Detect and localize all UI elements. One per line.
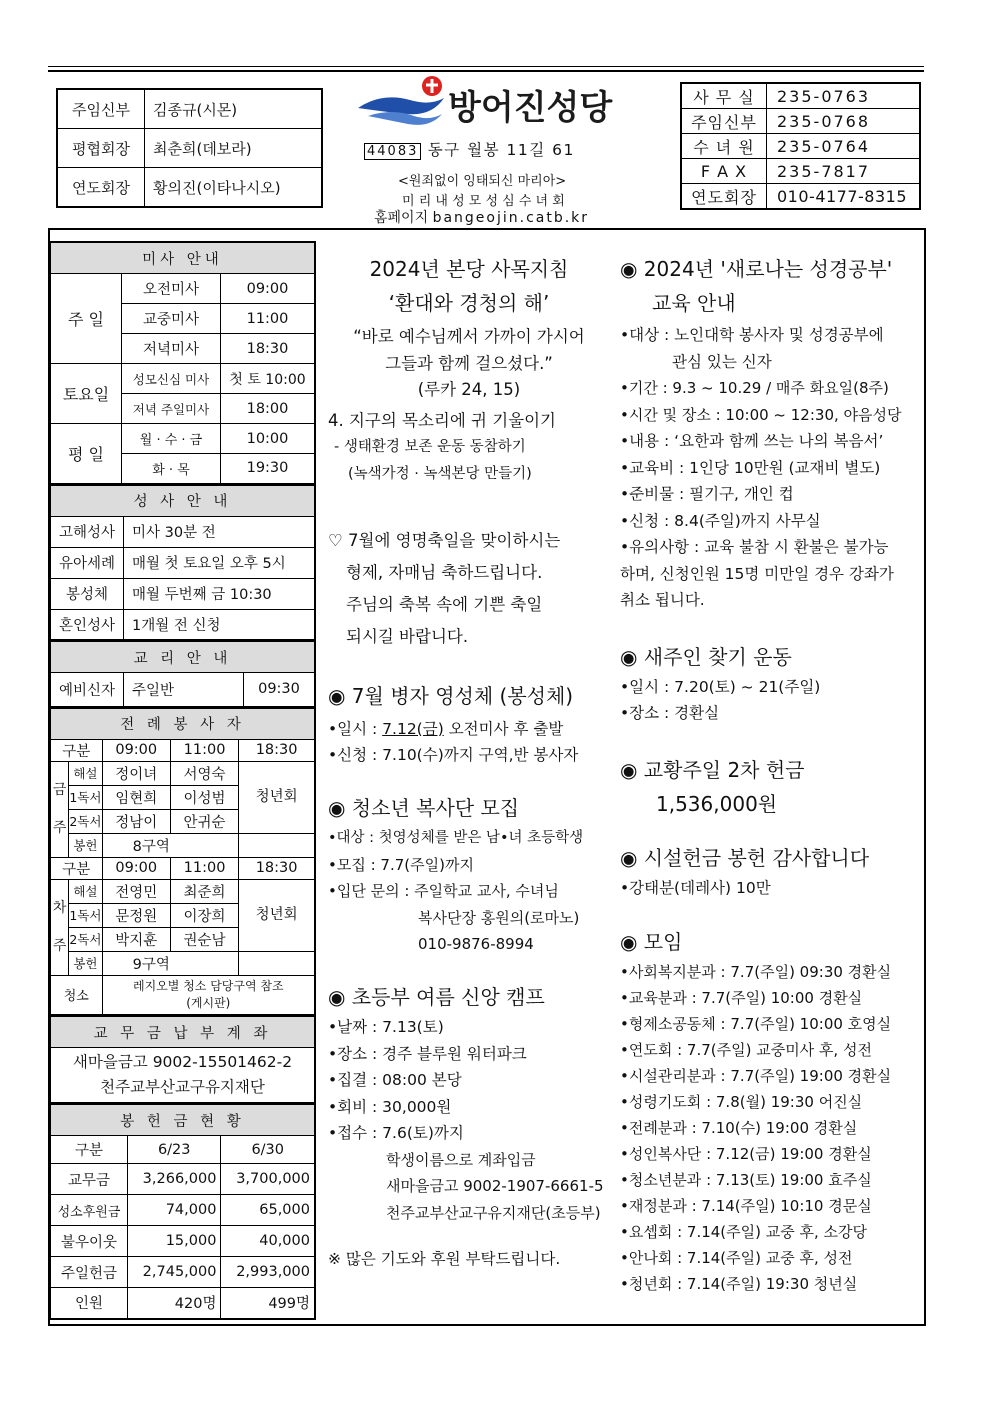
offering-value: 420명	[128, 1288, 221, 1319]
doctrine-title: 교 리 안 내	[51, 642, 316, 673]
meeting-item: •청년회 : 7.14(주일) 19:30 청년실	[620, 1275, 858, 1293]
mass-title: 미사 안내	[51, 242, 316, 274]
server-name: 이장희	[170, 903, 238, 927]
staff-table	[56, 88, 323, 208]
staff-name: 김종규(시몬)	[145, 89, 323, 129]
pastoral-subitem: (녹색가정 · 녹색본당 만들기)	[348, 465, 532, 482]
staff-name: 최춘희(데보라)	[145, 129, 323, 168]
role-label: 해설	[69, 761, 102, 785]
staff-role: 평협회장	[57, 129, 145, 168]
phone-number: 235-0768	[767, 109, 921, 134]
meeting-item: •요셉회 : 7.14(주일) 교중 후, 소강당	[620, 1223, 868, 1241]
offering-head: 6/23	[128, 1136, 221, 1164]
this-week-label: 금주	[51, 761, 69, 857]
altar-info: •모집 : 7.7(주일)까지	[328, 855, 474, 874]
offer-zone: 9구역	[102, 951, 239, 975]
mass-time: 19:30	[221, 454, 316, 484]
server-name: 전영민	[102, 879, 170, 903]
server-name: 박지훈	[102, 927, 170, 951]
doctrine-key: 예비신자	[51, 673, 124, 707]
offering-key: 교무금	[51, 1164, 128, 1195]
verse-line: 그들과 함께 걸으셨다.”	[385, 353, 553, 373]
pastoral-theme: ‘환대와 경청의 해’	[388, 291, 550, 315]
doctrine-table	[50, 641, 316, 708]
altar-info: •대상 : 첫영성체를 받은 남•녀 초등학생	[328, 830, 584, 846]
meeting-item: •청소년분과 : 7.13(토) 19:00 효주실	[620, 1171, 872, 1189]
server-name: 서영숙	[170, 761, 238, 785]
clean-value	[102, 975, 315, 1015]
offering-value: 499명	[221, 1288, 315, 1319]
phone-number: 235-7817	[767, 159, 921, 184]
feast-line: 형제, 자매님 축하드립니다.	[346, 563, 543, 582]
camp-title: ◉ 초등부 여름 신앙 캠프	[328, 984, 545, 1009]
mass-time: 11:00	[221, 304, 316, 334]
sacrament-key: 고해성사	[51, 516, 124, 547]
camp-info: •접수 : 7.6(토)까지	[328, 1124, 464, 1142]
bible-title: 교육 안내	[652, 291, 736, 315]
pastoral-title: 2024년 본당 사목지침	[369, 257, 569, 281]
clean-value-line: 레지오별 청소 담당구역 참조	[133, 978, 284, 993]
liturgy-head: 09:00	[102, 739, 170, 761]
mass-time: 18:00	[221, 394, 316, 424]
meeting-item: •재정분과 : 7.14(주일) 10:10 경문실	[620, 1197, 872, 1215]
feast-line: 되시길 바랍니다.	[346, 627, 469, 646]
account-table	[50, 1016, 316, 1104]
meeting-item: •안나회 : 7.14(주일) 교중 후, 성전	[620, 1249, 853, 1267]
offering-value: 74,000	[128, 1195, 221, 1226]
bible-info: •신청 : 8.4(주일)까지 사무실	[620, 511, 821, 530]
sacrament-title: 성 사 안 내	[51, 485, 316, 516]
verse-line: “바로 예수님께서 가까이 가시어	[353, 327, 585, 346]
owner-info: •일시 : 7.20(토) ~ 21(주일)	[620, 677, 821, 696]
mass-time: 첫 토 10:00	[221, 364, 316, 394]
left-column	[50, 241, 316, 1320]
altar-info: 복사단장 홍원의(로마노)	[418, 908, 580, 927]
pope-amount: 1,536,000원	[656, 791, 778, 816]
doctrine-time: 09:30	[244, 673, 316, 707]
sacrament-value: 미사 30분 전	[124, 516, 316, 547]
bible-info: 관심 있는 신자	[672, 352, 772, 371]
role-label: 1독서	[69, 785, 102, 809]
weekday-label: 평 일	[51, 424, 122, 484]
church-name: 방어진성당	[448, 88, 613, 128]
sacrament-key: 유아세례	[51, 547, 124, 578]
liturgy-head: 18:30	[239, 857, 315, 879]
owner-title: ◉ 새주인 찾기 운동	[620, 644, 792, 669]
mass-name: 월 · 수 · 금	[122, 424, 221, 454]
feast-line: 주님의 축복 속에 기쁜 축일	[346, 595, 543, 614]
homepage-url[interactable]: bangeojin.catb.kr	[432, 210, 590, 226]
pastoral-item: 4. 지구의 목소리에 귀 기울이기	[328, 410, 556, 430]
offering-head: 6/30	[221, 1136, 315, 1164]
account-info	[51, 1048, 316, 1104]
meeting-item: •형제소공동체 : 7.7(주일) 10:00 호영실	[620, 1015, 892, 1033]
account-title: 교 무 금 납 부 계 좌	[51, 1017, 316, 1048]
offering-key: 불우이웃	[51, 1226, 128, 1257]
liturgy-head: 11:00	[170, 739, 238, 761]
offering-value: 3,266,000	[128, 1164, 221, 1195]
sacrament-value: 매월 두번째 금 10:30	[124, 578, 316, 609]
offering-head: 구분	[51, 1136, 128, 1164]
sacrament-key: 봉성체	[51, 578, 124, 609]
sick-date-rest: 오전미사 후 출발	[443, 719, 564, 738]
mass-name: 교중미사	[122, 304, 221, 334]
clean-value-line: (게시판)	[186, 995, 231, 1010]
convent-name: 미 리 내 성 모 성 심 수 녀 회	[402, 194, 565, 209]
mass-time: 18:30	[221, 334, 316, 364]
camp-info: 학생이름으로 계좌입금	[386, 1150, 536, 1169]
mass-name: 오전미사	[122, 274, 221, 304]
mass-time: 09:00	[221, 274, 316, 304]
owner-info: •장소 : 경환실	[620, 704, 720, 722]
sacrament-key: 혼인성사	[51, 609, 124, 640]
bible-info: 하며, 신청인원 15명 미만일 경우 강좌가	[620, 564, 894, 583]
offering-table	[50, 1104, 316, 1320]
server-name: 최준희	[170, 879, 238, 903]
offering-value: 15,000	[128, 1226, 221, 1257]
server-name: 안귀순	[170, 809, 238, 833]
altar-info: •입단 문의 : 주일학교 교사, 수녀님	[328, 882, 559, 900]
staff-role: 주임신부	[57, 89, 145, 129]
clean-label: 청소	[51, 975, 103, 1015]
meeting-item: •사회복지분과 : 7.7(주일) 09:30 경환실	[620, 963, 892, 981]
pastoral-subitem: - 생태환경 보존 운동 동참하기	[334, 439, 526, 455]
offering-value: 65,000	[221, 1195, 315, 1226]
account-holder: 천주교부산교구유지재단	[100, 1078, 265, 1096]
church-motto: <원죄없이 잉태되신 마리아>	[398, 174, 567, 189]
offering-value: 2,993,000	[221, 1257, 315, 1288]
top-rule-thick	[48, 70, 924, 72]
altar-title: ◉ 청소년 복사단 모집	[328, 795, 520, 820]
mass-name: 화 · 목	[122, 454, 221, 484]
sick-date-label: •일시 :	[328, 719, 383, 738]
offering-key: 인원	[51, 1288, 128, 1319]
sick-apply: •신청 : 7.10(수)까지 구역,반 봉사자	[328, 746, 579, 764]
facility-item: •강태분(데레사) 10만	[620, 878, 771, 897]
role-label: 봉헌	[69, 951, 102, 975]
account-number: 새마을금고 9002-15501462-2	[72, 1053, 293, 1071]
address-text: 동구 월봉 11길 61	[427, 141, 575, 159]
right-column	[620, 252, 920, 1297]
next-week-label: 차주	[51, 879, 69, 975]
saturday-label: 토요일	[51, 364, 122, 424]
homepage-label: 홈페이지	[374, 210, 429, 226]
church-address	[364, 138, 575, 160]
phone-label: 연도회장	[681, 184, 767, 210]
feast-line: ♡ 7월에 영명축일을 맞이하시는	[328, 531, 561, 550]
bible-info: •준비물 : 필기구, 개인 컵	[620, 485, 794, 503]
mass-name: 저녁 주일미사	[122, 394, 221, 424]
verse-ref: (루카 24, 15)	[417, 380, 521, 399]
middle-column	[328, 252, 610, 1273]
phone-label: 주임신부	[681, 109, 767, 134]
mass-name: 성모신심 미사	[122, 364, 221, 394]
staff-name: 황의진(이타나시오)	[145, 168, 323, 208]
liturgy-head: 구분	[51, 739, 103, 761]
bible-info: •대상 : 노인대학 봉사자 및 성경공부에	[620, 326, 884, 344]
phone-number: 010-4177-8315	[767, 184, 921, 210]
meeting-item: •연도회 : 7.7(주일) 교중미사 후, 성전	[620, 1041, 872, 1059]
phone-label: 사 무 실	[681, 83, 767, 109]
bible-title: ◉ 2024년 '새로나는 성경공부'	[620, 257, 893, 281]
bible-info: •시간 및 장소 : 10:00 ~ 12:30, 야음성당	[620, 405, 902, 424]
meeting-item: •시설관리분과 : 7.7(주일) 19:00 경환실	[620, 1067, 892, 1085]
camp-info: •장소 : 경주 블루원 워터파크	[328, 1044, 527, 1063]
staff-role: 연도회장	[57, 168, 145, 208]
role-label: 1독서	[69, 903, 102, 927]
youth-label: 청년회	[239, 761, 315, 833]
youth-label: 청년회	[239, 879, 315, 951]
meeting-title: ◉ 모임	[620, 930, 683, 954]
pope-title: ◉ 교황주일 2차 헌금	[620, 757, 805, 782]
sick-date	[328, 716, 610, 743]
server-name: 임현희	[102, 785, 170, 809]
liturgy-head: 09:00	[102, 857, 170, 879]
offering-value: 2,745,000	[128, 1257, 221, 1288]
offering-value: 40,000	[221, 1226, 315, 1257]
phone-number: 235-0763	[767, 83, 921, 109]
camp-info: •집결 : 08:00 본당	[328, 1071, 462, 1089]
mass-table	[50, 241, 316, 485]
offering-value: 3,700,000	[221, 1164, 315, 1195]
doctrine-value: 주일반	[124, 673, 244, 707]
meeting-item: •성령기도회 : 7.8(월) 19:30 어진실	[620, 1093, 863, 1111]
offer-zone: 8구역	[102, 833, 239, 857]
liturgy-table	[50, 708, 316, 1017]
sacrament-value: 1개월 전 신청	[124, 609, 316, 640]
phone-number: 235-0764	[767, 134, 921, 159]
liturgy-head: 18:30	[239, 739, 315, 761]
server-name: 정남이	[102, 809, 170, 833]
homepage-line	[374, 207, 589, 227]
camp-info: 새마을금고 9002-1907-6661-5	[386, 1177, 604, 1195]
role-label: 2독서	[69, 927, 102, 951]
camp-note: ※ 많은 기도와 후원 부탁드립니다.	[328, 1250, 561, 1268]
server-name: 이성범	[170, 785, 238, 809]
meeting-item: •교육분과 : 7.7(주일) 10:00 경환실	[620, 989, 863, 1007]
sick-title: ◉ 7월 병자 영성체 (봉성체)	[328, 684, 574, 708]
top-rule-thin	[48, 66, 924, 67]
sacrament-value: 매월 첫 토요일 오후 5시	[124, 547, 316, 578]
phone-table	[680, 82, 921, 210]
bible-info: •내용 : ‘요한과 함께 쓰는 나의 복음서’	[620, 432, 884, 450]
camp-info: •회비 : 30,000원	[328, 1097, 452, 1116]
bible-info: •교육비 : 1인당 10만원 (교재비 별도)	[620, 458, 881, 477]
liturgy-title: 전 례 봉 사 자	[51, 708, 316, 739]
meeting-item: •전례분과 : 7.10(수) 19:00 경환실	[620, 1119, 858, 1137]
bible-info: •기간 : 9.3 ~ 10.29 / 매주 화요일(8주)	[620, 379, 889, 397]
mass-time: 10:00	[221, 424, 316, 454]
offering-key: 성소후원금	[51, 1195, 128, 1226]
liturgy-head: 11:00	[170, 857, 238, 879]
meeting-list	[620, 959, 920, 1297]
server-name: 정이녀	[102, 761, 170, 785]
bible-info: 취소 됩니다.	[620, 591, 705, 609]
sacrament-table	[50, 485, 316, 642]
liturgy-head: 구분	[51, 857, 103, 879]
bible-info: •유의사항 : 교육 불참 시 환불은 불가능	[620, 538, 889, 556]
offering-title: 봉 헌 금 현 황	[51, 1105, 316, 1136]
meeting-item: •성인복사단 : 7.12(금) 19:00 경환실	[620, 1145, 872, 1163]
offering-key: 주일헌금	[51, 1257, 128, 1288]
facility-title: ◉ 시설헌금 봉헌 감사합니다	[620, 845, 870, 870]
phone-label: F A X	[681, 159, 767, 184]
sunday-label: 주 일	[51, 274, 122, 364]
camp-info: 천주교부산교구유지재단(초등부)	[386, 1203, 601, 1222]
postcode: 44083	[364, 143, 421, 160]
mass-name: 저녁미사	[122, 334, 221, 364]
server-name: 권순남	[170, 927, 238, 951]
altar-info: 010-9876-8994	[418, 935, 534, 953]
phone-label: 수 녀 원	[681, 134, 767, 159]
role-label: 봉헌	[69, 833, 102, 857]
role-label: 해설	[69, 879, 102, 903]
role-label: 2독서	[69, 809, 102, 833]
camp-info: •날짜 : 7.13(토)	[328, 1018, 444, 1036]
sick-date-value: 7.12(금)	[382, 719, 444, 738]
server-name: 문정원	[102, 903, 170, 927]
